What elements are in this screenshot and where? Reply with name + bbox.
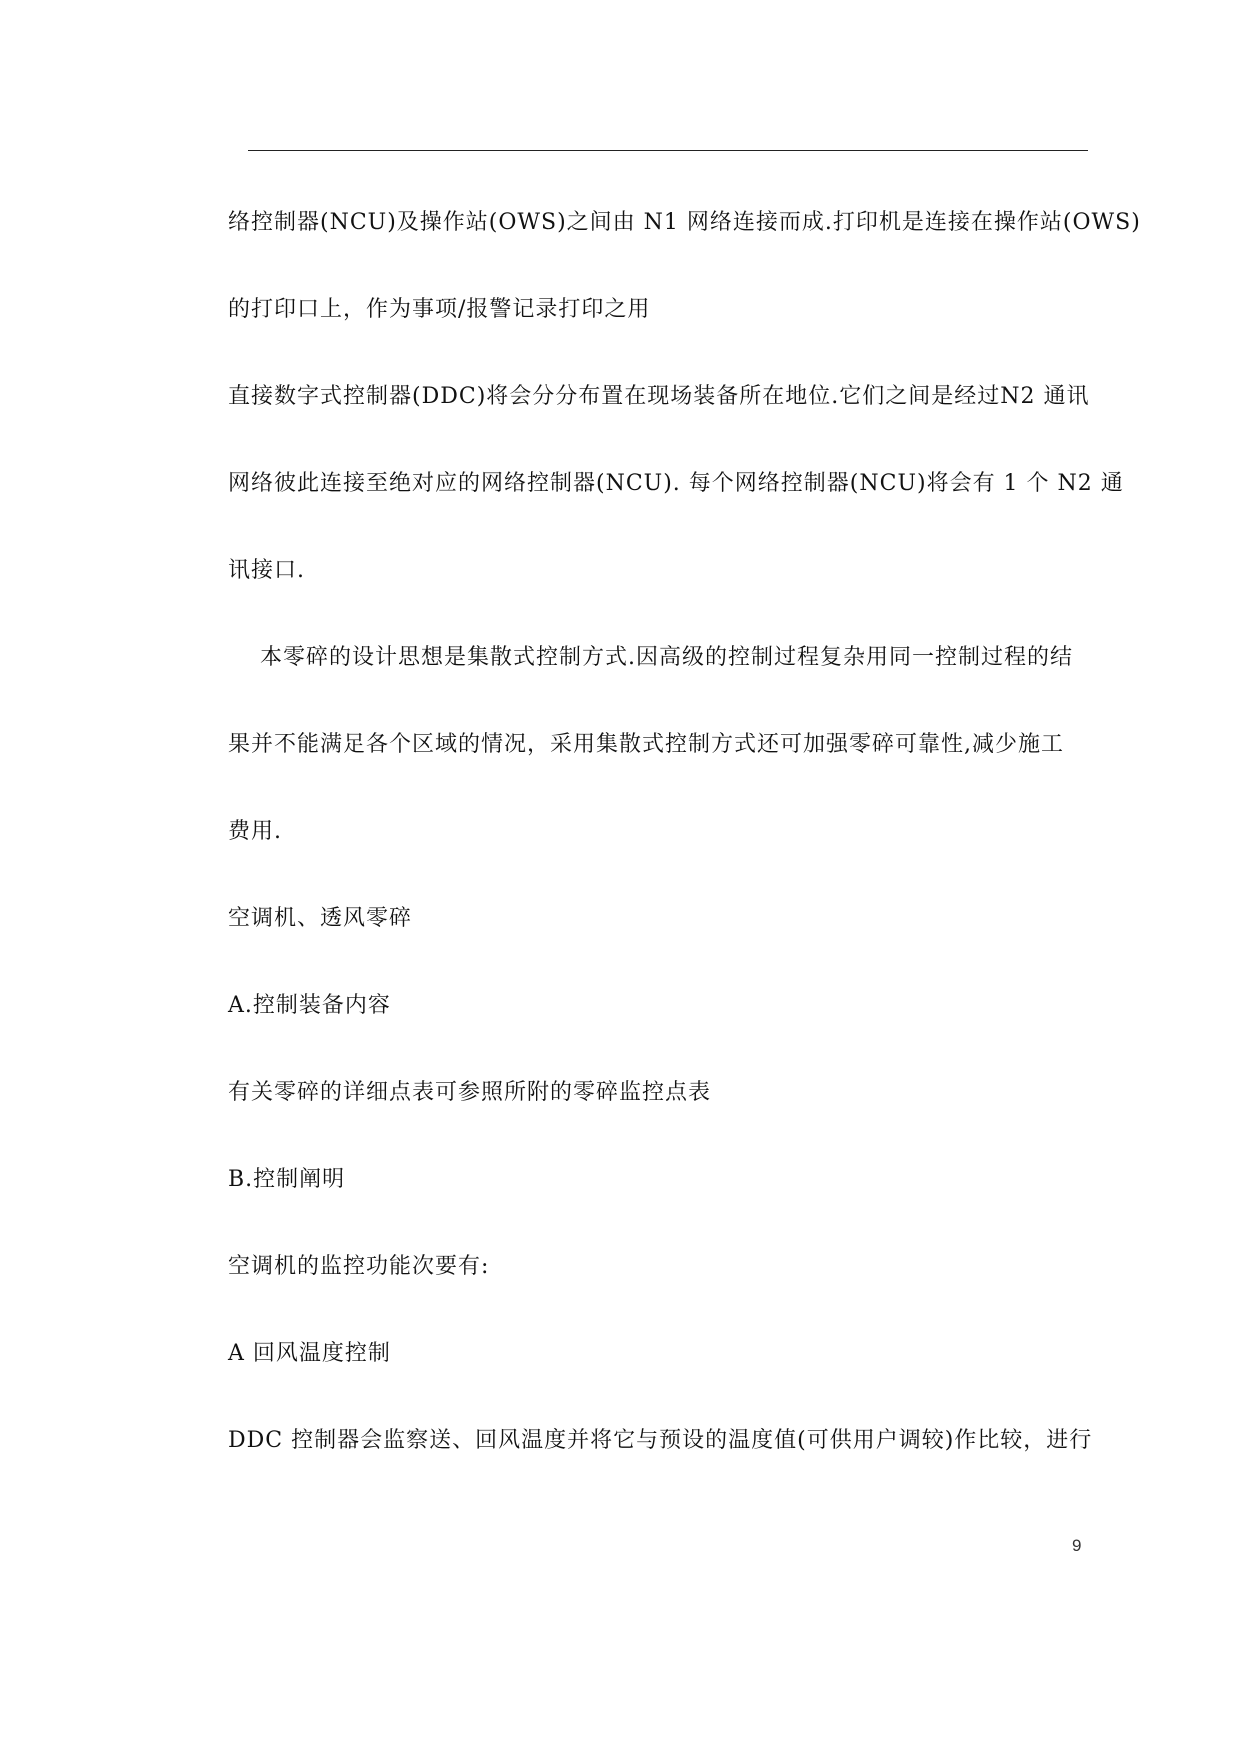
text-line-11: 有关零碎的详细点表可参照所附的零碎监控点表	[228, 1080, 712, 1105]
text-line-6: 本零碎的设计思想是集散式控制方式.因高级的控制过程复杂用同一控制过程的结	[260, 645, 1073, 670]
text-line-8: 费用.	[228, 819, 282, 844]
text-line-2: 的打印口上，作为事项/报警记录打印之用	[228, 297, 651, 322]
subheading-a-control-equipment: A.控制装备内容	[228, 993, 391, 1018]
text-line-4: 网络彼此连接至绝对应的网络控制器(NCU). 每个网络控制器(NCU)将会有 1 个 N2 通	[228, 471, 1124, 496]
text-line-5: 讯接口.	[228, 558, 305, 583]
section-heading-ahu-ventilation: 空调机、透风零碎	[228, 906, 413, 931]
text-line-7: 果并不能满足各个区域的情况，采用集散式控制方式还可加强零碎可靠性,减少施工	[228, 732, 1064, 757]
subheading-b-control-description: B.控制阐明	[228, 1167, 346, 1192]
page-number: 9	[1072, 1536, 1082, 1555]
text-line-15: DDC 控制器会监察送、回风温度并将它与预设的温度值(可供用户调较)作比较，进行	[228, 1428, 1093, 1453]
text-line-13: 空调机的监控功能次要有:	[228, 1254, 490, 1279]
subheading-return-air-temp-control: A 回风温度控制	[228, 1341, 391, 1366]
header-rule	[248, 150, 1088, 151]
text-line-3: 直接数字式控制器(DDC)将会分分布置在现场装备所在地位.它们之间是经过N2 通讯	[228, 384, 1090, 409]
text-line-1: 络控制器(NCU)及操作站(OWS)之间由 N1 网络连接而成.打印机是连接在操作站(OWS)	[228, 210, 1141, 235]
